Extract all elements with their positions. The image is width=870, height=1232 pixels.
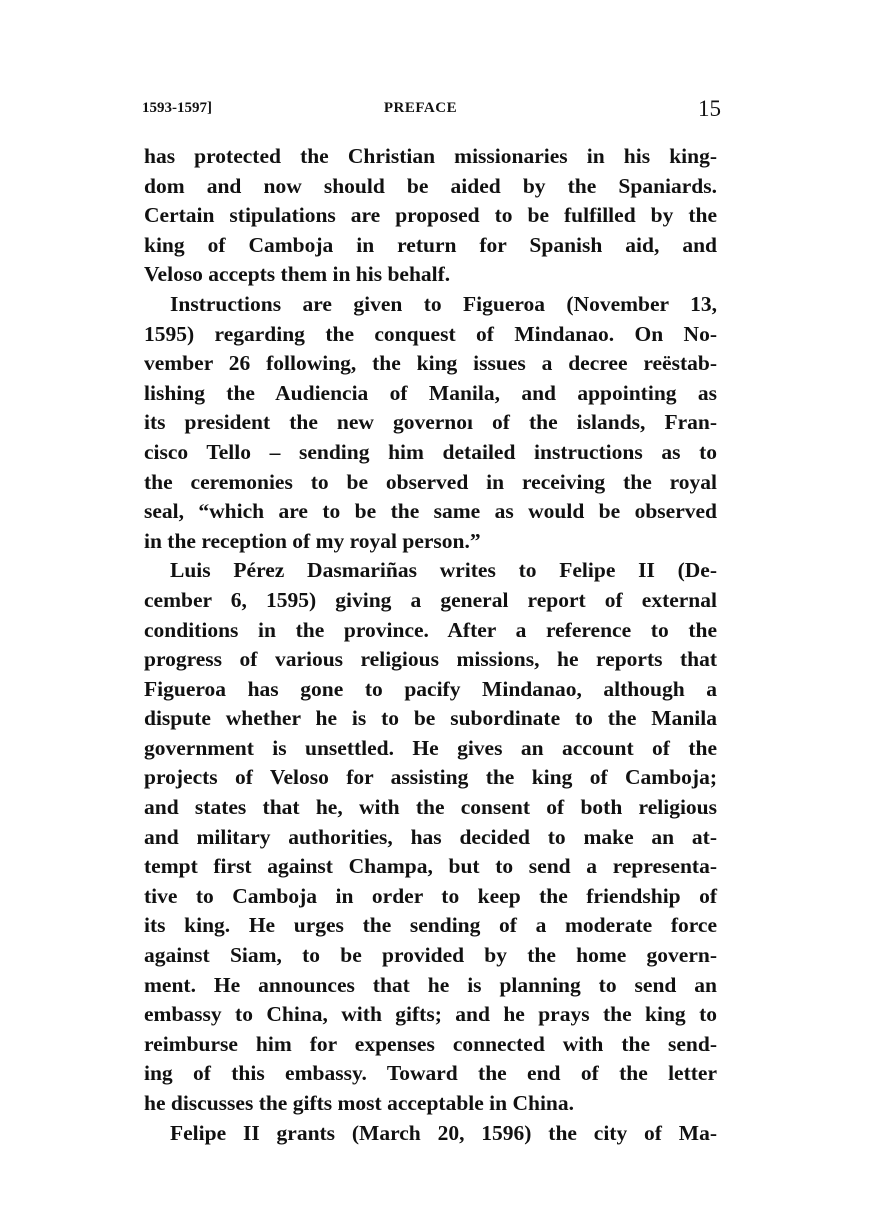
text-line: conditions in the province. After a reference to the — [144, 617, 717, 642]
text-line: its king. He urges the sending of a moderate force — [144, 913, 717, 938]
text-line: Certain stipulations are proposed to be fulfilled by the — [144, 203, 717, 228]
running-head-title: PREFACE — [383, 100, 458, 116]
text-line: ing of this embassy. Toward the end of the letter — [144, 1061, 717, 1086]
text-line: has protected the Christian missionaries in his king- — [144, 144, 717, 168]
text-line: government is unsettled. He gives an account of the — [144, 735, 717, 760]
text-line: tive to Camboja in order to keep the friendship of — [144, 883, 717, 908]
text-line: Felipe II grants (March 20, 1596) the city of Ma- — [170, 1120, 717, 1145]
body-text — [144, 142, 717, 1148]
text-line: Luis Pérez Dasmariñas writes to Felipe II (De- — [170, 558, 717, 583]
text-line: Figueroa has gone to pacify Mindanao, although a — [144, 676, 717, 701]
text-line: 1595) regarding the conquest of Mindanao. On No- — [144, 321, 717, 346]
text-line: tempt first against Champa, but to send a representa- — [144, 854, 717, 879]
text-line: and states that he, with the consent of both religious — [144, 795, 717, 820]
text-line: reimburse him for expenses connected with the send- — [144, 1031, 717, 1056]
text-line: progress of various religious missions, he reports that — [144, 647, 717, 672]
text-line: king of Camboja in return for Spanish aid, and — [144, 232, 717, 257]
text-line: lishing the Audiencia of Manila, and appointing as — [144, 380, 717, 405]
text-line: dispute whether he is to be subordinate to the Manila — [144, 706, 717, 731]
text-line: vember 26 following, the king issues a decree reëstab- — [144, 351, 717, 376]
text-line: he discusses the gifts most acceptable in China. — [144, 1091, 575, 1115]
text-line: ment. He announces that he is planning to send an — [144, 972, 717, 997]
text-line: cisco Tello – sending him detailed instructions as to — [144, 439, 717, 464]
text-line: seal, “which are to be the same as would be observed — [144, 499, 717, 524]
text-line: embassy to China, with gifts; and he prays the king to — [144, 1002, 717, 1027]
text-line: its president the new governoı of the islands, Fran- — [144, 410, 717, 435]
running-head — [142, 96, 721, 126]
text-line: Veloso accepts them in his behalf. — [144, 262, 451, 287]
running-head-date-range: 1593-1597] — [142, 100, 212, 116]
text-line: Instructions are given to Figueroa (November 13, — [170, 291, 717, 316]
text-line: cember 6, 1595) giving a general report of external — [144, 587, 717, 612]
page-number: 15 — [698, 96, 721, 121]
text-line: projects of Veloso for assisting the king of Camboja; — [144, 765, 717, 790]
text-line: dom and now should be aided by the Spaniards. — [144, 173, 717, 198]
text-line: and military authorities, has decided to make an at- — [144, 824, 717, 849]
text-line: in the reception of my royal person.” — [144, 528, 481, 553]
text-line: the ceremonies to be observed in receiving the royal — [144, 469, 717, 494]
text-line: against Siam, to be provided by the home govern- — [144, 943, 717, 968]
